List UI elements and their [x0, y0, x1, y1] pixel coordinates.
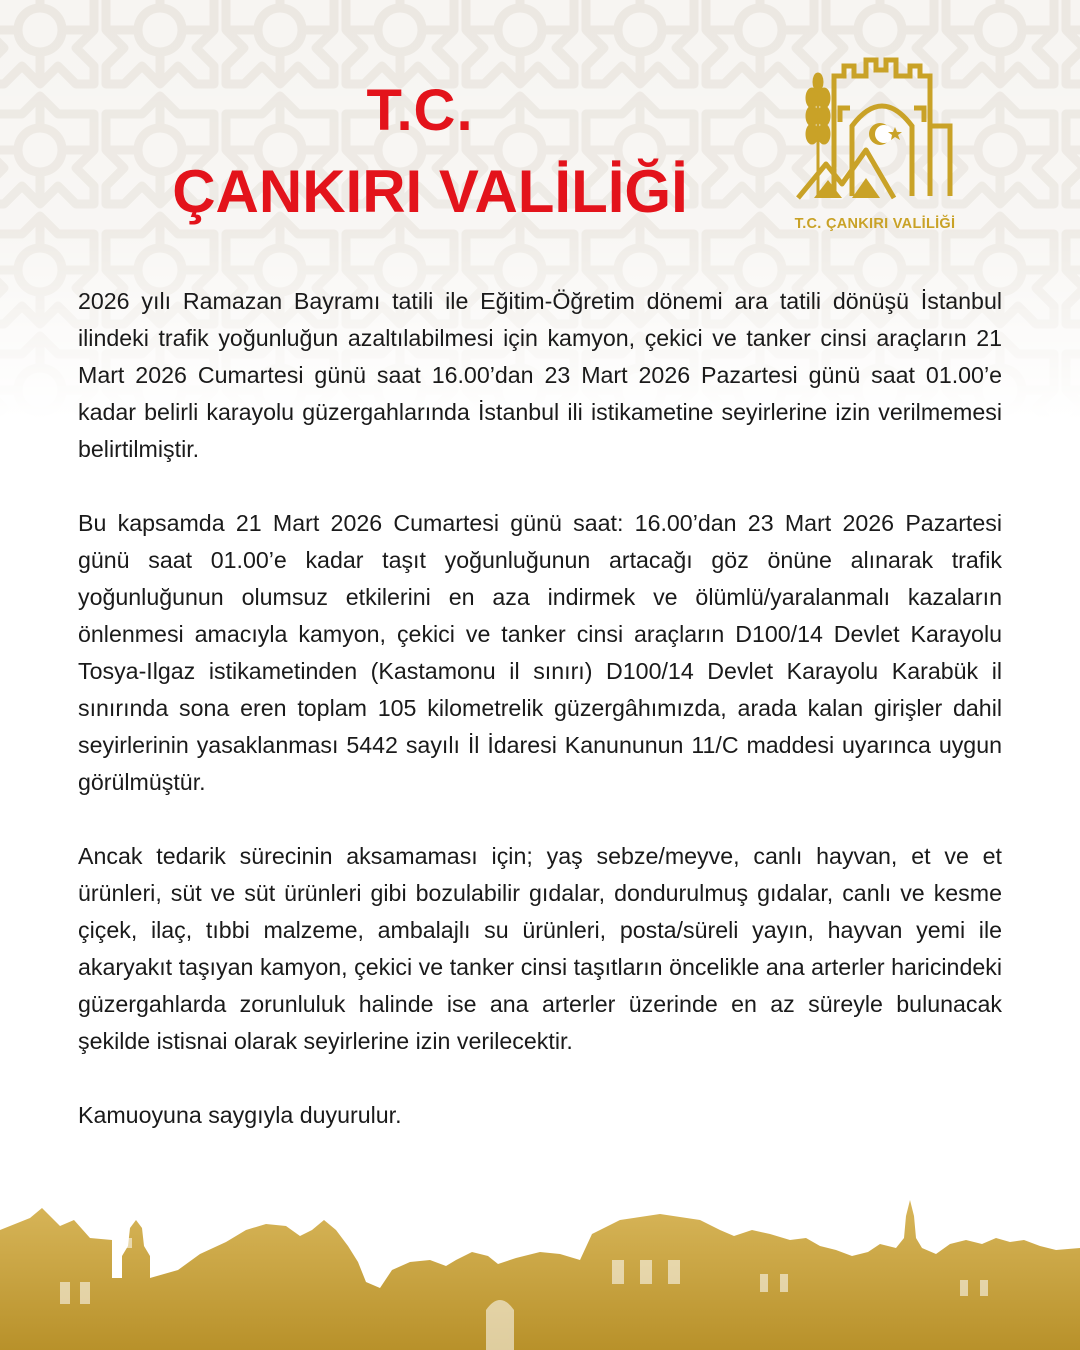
city-skyline-silhouette-icon [0, 1190, 1080, 1350]
logo-caption: T.C. ÇANKIRI VALİLİĞİ [794, 216, 956, 232]
paragraph-3: Ancak tedarik sürecinin aksamaması için; yaş sebze/meyve, canlı hayvan, et ve et ürünleri, süt ve süt ürünleri gibi bozulabilir gıdalar, dondurulmuş gıdalar, canlı ve kesme çiçek, ilaç, tıbbi malzeme, ambalajlı su ürünleri, posta/süreli yayın, hayvan yemi ile akaryakıt taşıyan kamyon, çekici ve tanker cinsi taşıtların öncelikle ana arterler haricindeki güzergahlarda zorunluluk halinde ise ana arterler üzerinde en az süreyle bulunacak şekilde istisnai olarak seyirlerine izin verilecektir. [78, 843, 1002, 1054]
paragraph-1: 2026 yılı Ramazan Bayramı tatili ile Eğitim-Öğretim dönemi ara tatili dönüşü İstanbul ilindeki trafik yoğunluğun azaltılabilmesi için kamyon, çekici ve tanker cinsi araçların 21 Mart 2026 Cumartesi günü saat 16.00’dan 23 Mart 2026 Pazartesi günü saat 01.00’e kadar belirli karayolu güzergahlarında İstanbul ili istikametine seyirlerine izin verilmemesi belirtilmiştir. [78, 288, 1002, 462]
announcement-body [78, 283, 1002, 1134]
paragraph-2: Bu kapsamda 21 Mart 2026 Cumartesi günü saat: 16.00’dan 23 Mart 2026 Pazartesi günü saat 01.00’e kadar taşıt yoğunluğunun artacağı göz önüne alınarak trafik yoğunluğunun olumsuz etkilerini en aza indirmek ve ölümlü/yaralanmalı kazaların önlenmesi amacıyla kamyon, çekici ve tanker cinsi araçların D100/14 Devlet Karayolu Tosya-Ilgaz istikametinden (Kastamonu il sınırı) D100/14 Devlet Karayolu Karabük il sınırında sona eren toplam 105 kilometrelik güzergâhımızda, arada kalan girişler dahil seyirlerinin yasaklanması 5442 sayılı İl İdaresi Kanununun 11/C maddesi uyarınca uygun görülmüştür. [78, 510, 1002, 795]
page-title [0, 78, 860, 225]
title-line-tc: T.C. [366, 78, 474, 143]
closing-line: Kamuoyuna saygıyla duyurulur. [78, 1102, 402, 1128]
title-line-valilik: ÇANKIRI VALİLİĞİ [172, 158, 688, 225]
